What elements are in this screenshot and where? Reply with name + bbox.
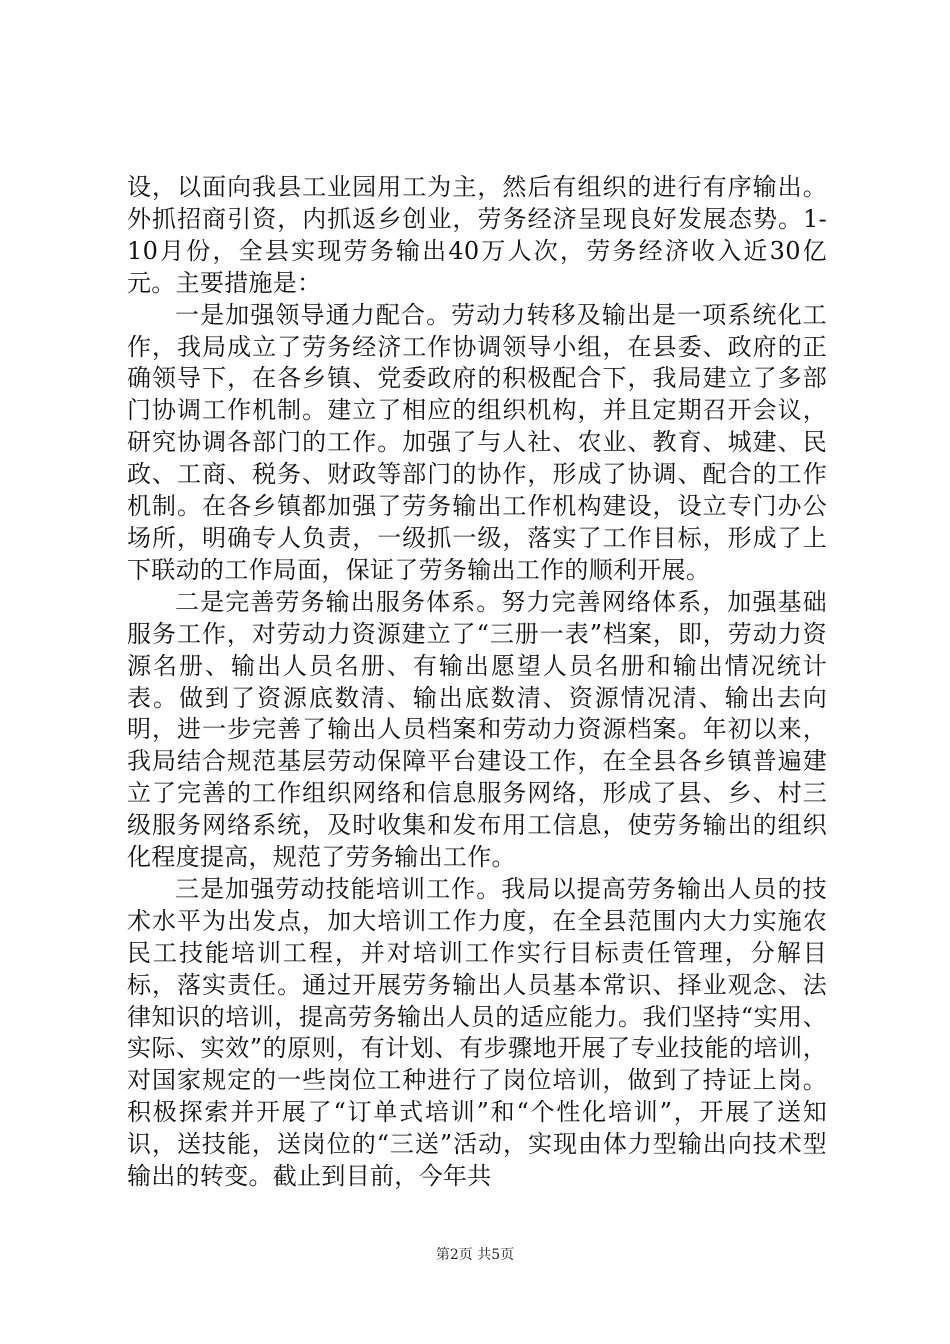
document-body [127,172,827,1193]
paragraph-measure-three: 三是加强劳动技能培训工作。我局以提高劳务输出人员的技术水平为出发点，加大培训工作力度，在全县范围内大力实施农民工技能培训工程，并对培训工作实行目标责任管理，分解目标，落实责任。通过开展劳务输出人员基本常识、择业观念、法律知识的培训，提高劳务输出人员的适应能力。我们坚持“实用、实际、实效”的原则，有计划、有步骤地开展了专业技能的培训，对国家规定的一些岗位工种进行了岗位培训，做到了持证上岗。积极探索并开展了“订单式培训”和“个性化培训”，开展了送知识，送技能，送岗位的“三送”活动，实现由体力型输出向技术型输出的转变。截止到目前，今年共 [127,874,827,1191]
page-number-footer: 第2页 共5页 [435,1247,515,1263]
paragraph-measure-one: 一是加强领导通力配合。劳动力转移及输出是一项系统化工作，我局成立了劳务经济工作协调领导小组，在县委、政府的正确领导下，在各乡镇、党委政府的积极配合下，我局建立了多部门协调工作机制。建立了相应的组织机构，并且定期召开会议，研究协调各部门的工作。加强了与人社、农业、教育、城建、民政、工商、税务、财政等部门的协作，形成了协调、配合的工作机制。在各乡镇都加强了劳务输出工作机构建设，设立专门办公场所，明确专人负责，一级抓一级，落实了工作目标，形成了上下联动的工作局面，保证了劳务输出工作的顺利开展。 [127,300,827,584]
paragraph-intro: 设，以面向我县工业园用工为主，然后有组织的进行有序输出。外抓招商引资，内抓返乡创业，劳务经济呈现良好发展态势。1-10月份，全县实现劳务输出40万人次，劳务经济收入近30亿元。主要措施是： [127,173,827,297]
paragraph-measure-two: 二是完善劳务输出服务体系。努力完善网络体系，加强基础服务工作，对劳动力资源建立了“三册一表”档案，即，劳动力资源名册、输出人员名册、有输出愿望人员名册和输出情况统计表。做到了资源底数清、输出底数清、资源情况清、输出去向明，进一步完善了输出人员档案和劳动力资源档案。年初以来，我局结合规范基层劳动保障平台建设工作，在全县各乡镇普遍建立了完善的工作组织网络和信息服务网络，形成了县、乡、村三级服务网络系统，及时收集和发布用工信息，使劳务输出的组织化程度提高，规范了劳务输出工作。 [127,587,827,872]
